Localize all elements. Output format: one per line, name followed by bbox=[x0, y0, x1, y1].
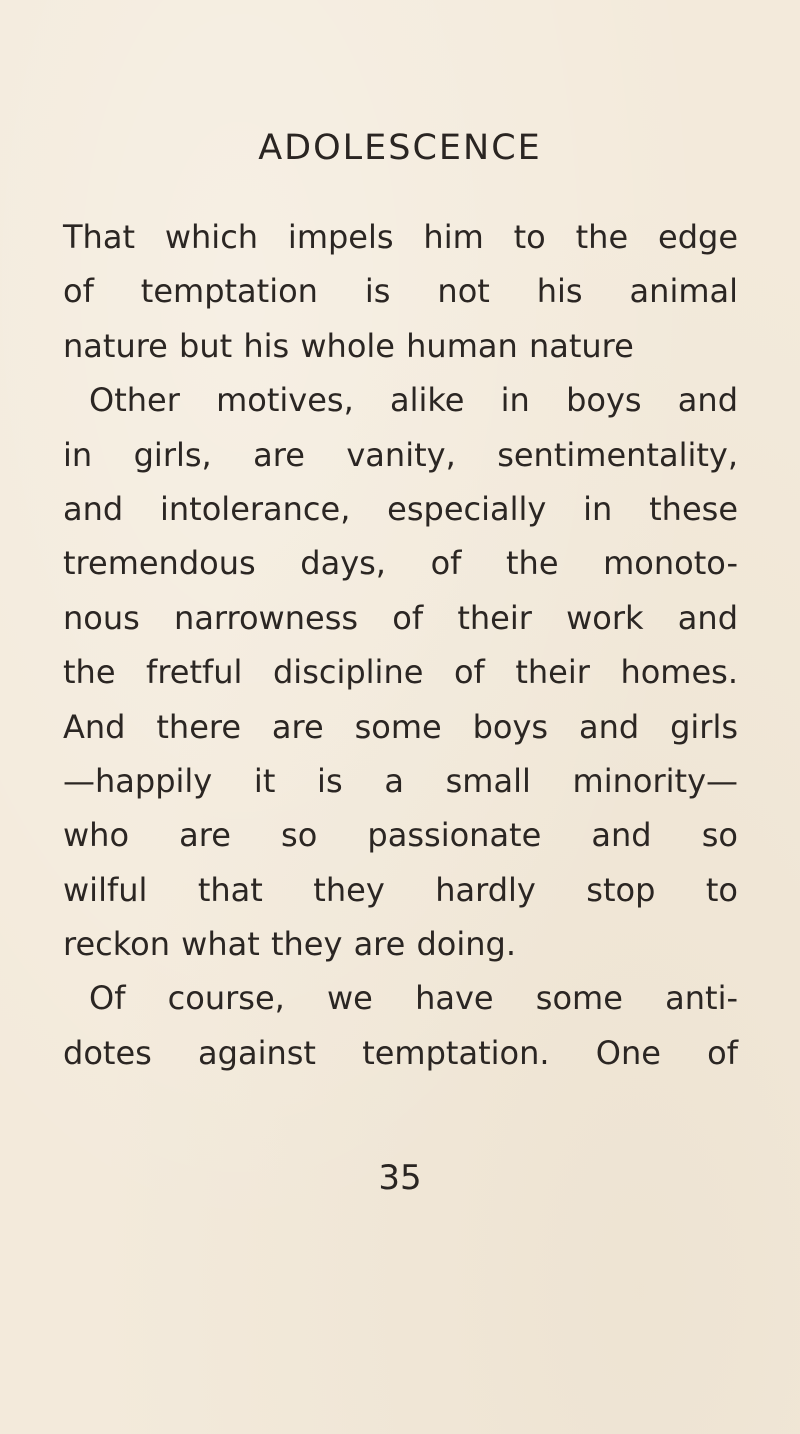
text-line: in girls, are vanity, sentimentality, bbox=[63, 435, 738, 474]
text-line: reckon what they are doing. bbox=[63, 925, 517, 964]
text-line: Of course, we have some anti- bbox=[89, 979, 738, 1018]
text-line: the fretful discipline of their homes. bbox=[63, 653, 738, 692]
text-line: wilful that they hardly stop to bbox=[63, 870, 738, 909]
body-text bbox=[63, 210, 738, 1080]
text-line: and intolerance, especially in these bbox=[63, 489, 738, 528]
text-line: who are so passionate and so bbox=[63, 816, 738, 855]
text-line: nous narrowness of their work and bbox=[63, 598, 738, 637]
text-line: That which impels him to the edge bbox=[63, 218, 738, 256]
text-line: of temptation is not his animal bbox=[63, 272, 738, 311]
text-line: nature but his whole human nature bbox=[63, 326, 634, 365]
text-line: Other motives, alike in boys and bbox=[89, 381, 738, 420]
text-line: dotes against temptation. One of bbox=[63, 1033, 738, 1072]
running-head: ADOLESCENCE bbox=[258, 128, 542, 168]
text-line: tremendous days, of the monoto- bbox=[63, 544, 738, 583]
text-line: And there are some boys and girls bbox=[63, 707, 738, 746]
text-line: —happily it is a small minority— bbox=[63, 761, 738, 800]
page-number: 35 bbox=[378, 1158, 422, 1198]
